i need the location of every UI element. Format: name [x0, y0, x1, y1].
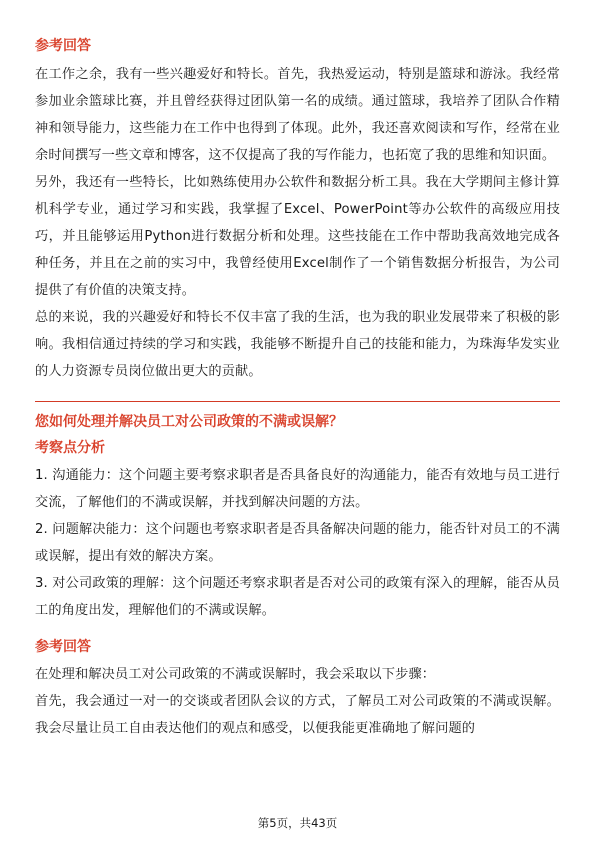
answer-paragraph: 总的来说，我的兴趣爱好和特长不仅丰富了我的生活，也为我的职业发展带来了积极的影响。我相信通过持续的学习和实践，我能够不断提升自己的技能和能力，为珠海华发实业的人力资源专员岗位做出更大的贡献。	[35, 310, 560, 379]
section-divider	[35, 401, 560, 402]
analysis-item: 1. 沟通能力：这个问题主要考察求职者是否具备良好的沟通能力，能否有效地与员工进行交流，了解他们的不满或误解，并找到解决问题的方法。	[35, 468, 560, 510]
answer-paragraph: 在处理和解决员工对公司政策的不满或误解时，我会采取以下步骤：	[35, 667, 436, 682]
answer-paragraph: 在工作之余，我有一些兴趣爱好和特长。首先，我热爱运动，特别是篮球和游泳。我经常参加业余篮球比赛，并且曾经获得过团队第一名的成绩。通过篮球，我培养了团队合作精神和领导能力，这些能力在工作中也得到了体现。此外，我还喜欢阅读和写作，经常在业余时间撰写一些文章和博客，这不仅提高了我的写作能力，也拓宽了我的思维和知识面。	[35, 67, 560, 163]
analysis-item: 3. 对公司政策的理解：这个问题还考察求职者是否对公司的政策有深入的理解，能否从员工的角度出发，理解他们的不满或误解。	[35, 576, 560, 618]
reference-answer-heading: 参考回答	[35, 639, 91, 655]
analysis-item: 2. 问题解决能力：这个问题也考察求职者是否具备解决问题的能力，能否针对员工的不满或误解，提出有效的解决方案。	[35, 522, 560, 564]
analysis-heading: 考察点分析	[35, 440, 105, 456]
reference-answer-heading: 参考回答	[35, 38, 91, 54]
page-content	[35, 36, 560, 742]
question-title: 您如何处理并解决员工对公司政策的不满或误解？	[35, 414, 343, 430]
answer-paragraph: 首先，我会通过一对一的交谈或者团队会议的方式，了解员工对公司政策的不满或误解。我会尽量让员工自由表达他们的观点和感受，以便我能更准确地了解问题的	[35, 694, 560, 736]
answer-paragraph: 另外，我还有一些特长，比如熟练使用办公软件和数据分析工具。我在大学期间主修计算机科学专业，通过学习和实践，我掌握了Excel、PowerPoint等办公软件的高级应用技巧，并且能够运用Python进行数据分析和处理。这些技能在工作中帮助我高效地完成各种任务，并且在之前的实习中，我曾经使用Excel制作了一个销售数据分析报告，为公司提供了有价值的决策支持。	[35, 175, 560, 298]
page-number: 第5页，共43页	[257, 816, 338, 830]
